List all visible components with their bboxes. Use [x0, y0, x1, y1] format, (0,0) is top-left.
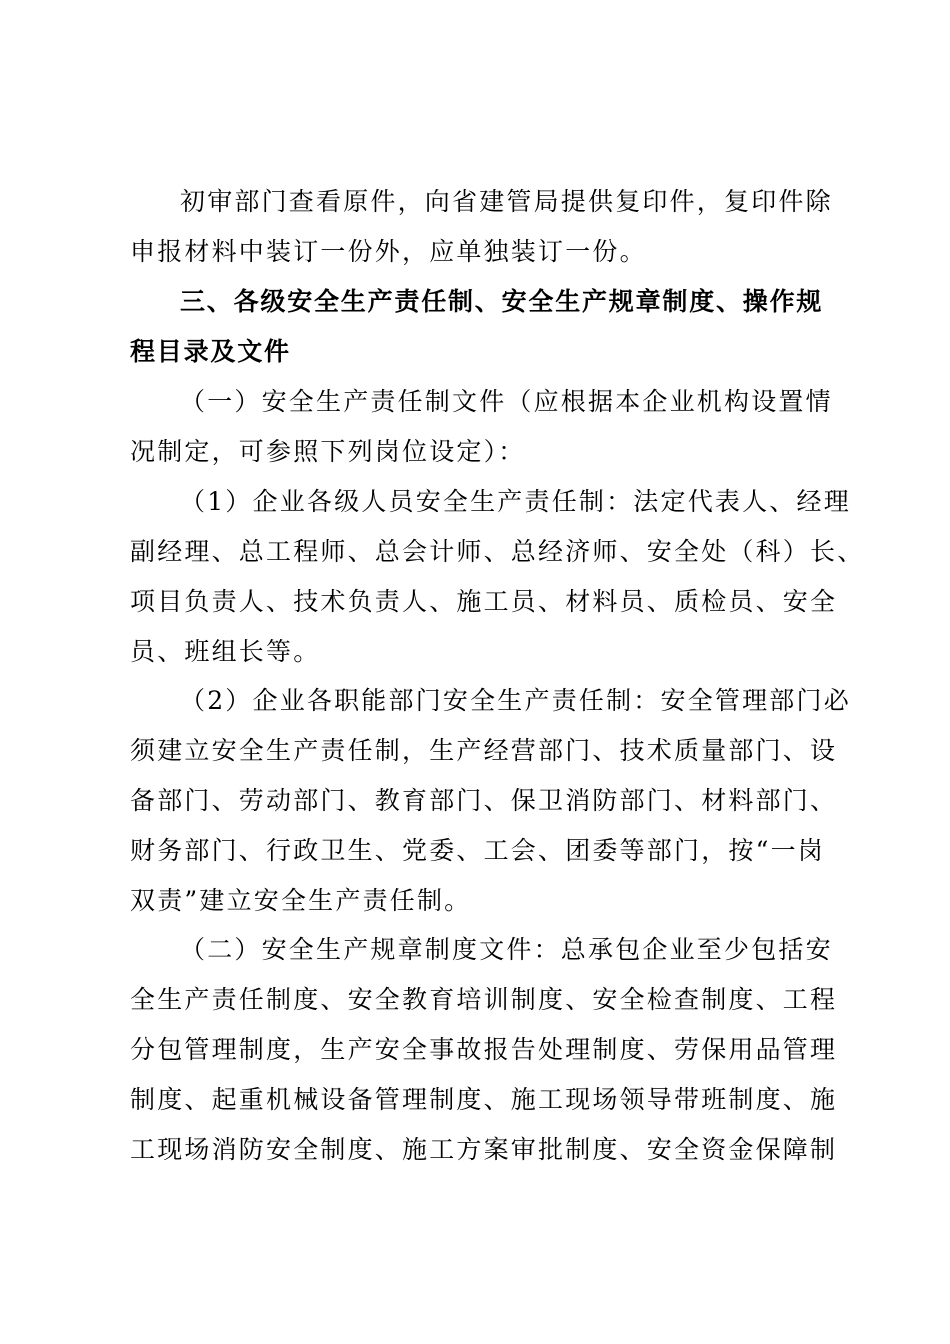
section-heading-line: 程目录及文件: [130, 337, 291, 366]
paragraph-line: （一）安全生产责任制文件（应根据本企业机构设置情: [180, 387, 833, 416]
paragraph-line: （1）企业各级人员安全生产责任制：法定代表人、经理: [180, 487, 851, 516]
paragraph-line: 制度、起重机械设备管理制度、施工现场领导带班制度、施: [130, 1085, 838, 1114]
paragraph-line: 员、班组长等。: [130, 637, 321, 666]
paragraph-line: 全生产责任制度、安全教育培训制度、安全检查制度、工程: [130, 985, 838, 1014]
paragraph-line: 分包管理制度，生产安全事故报告处理制度、劳保用品管理: [130, 1035, 838, 1064]
paragraph-line: 申报材料中装订一份外，应单独装订一份。: [130, 237, 647, 266]
paragraph-line: 副经理、总工程师、总会计师、总经济师、安全处（科）长、: [130, 537, 865, 566]
paragraph-line: 须建立安全生产责任制，生产经营部门、技术质量部门、设: [130, 736, 838, 765]
paragraph-line: 双责”建立安全生产责任制。: [130, 886, 472, 915]
paragraph-line: 财务部门、行政卫生、党委、工会、团委等部门，按“一岗: [130, 836, 825, 865]
paragraph-line: 况制定，可参照下列岗位设定）：: [130, 437, 526, 466]
paragraph-line: 工现场消防安全制度、施工方案审批制度、安全资金保障制: [130, 1135, 838, 1164]
paragraph-line: 项目负责人、技术负责人、施工员、材料员、质检员、安全: [130, 587, 838, 616]
paragraph-line: （二）安全生产规章制度文件：总承包企业至少包括安: [180, 935, 833, 964]
section-heading-line: 三、各级安全生产责任制、安全生产规章制度、操作规: [180, 287, 824, 316]
paragraph-line: 初审部门查看原件，向省建管局提供复印件，复印件除: [180, 187, 833, 216]
paragraph-line: （2）企业各职能部门安全生产责任制：安全管理部门必: [180, 686, 851, 715]
paragraph-line: 备部门、劳动部门、教育部门、保卫消防部门、材料部门、: [130, 786, 838, 815]
